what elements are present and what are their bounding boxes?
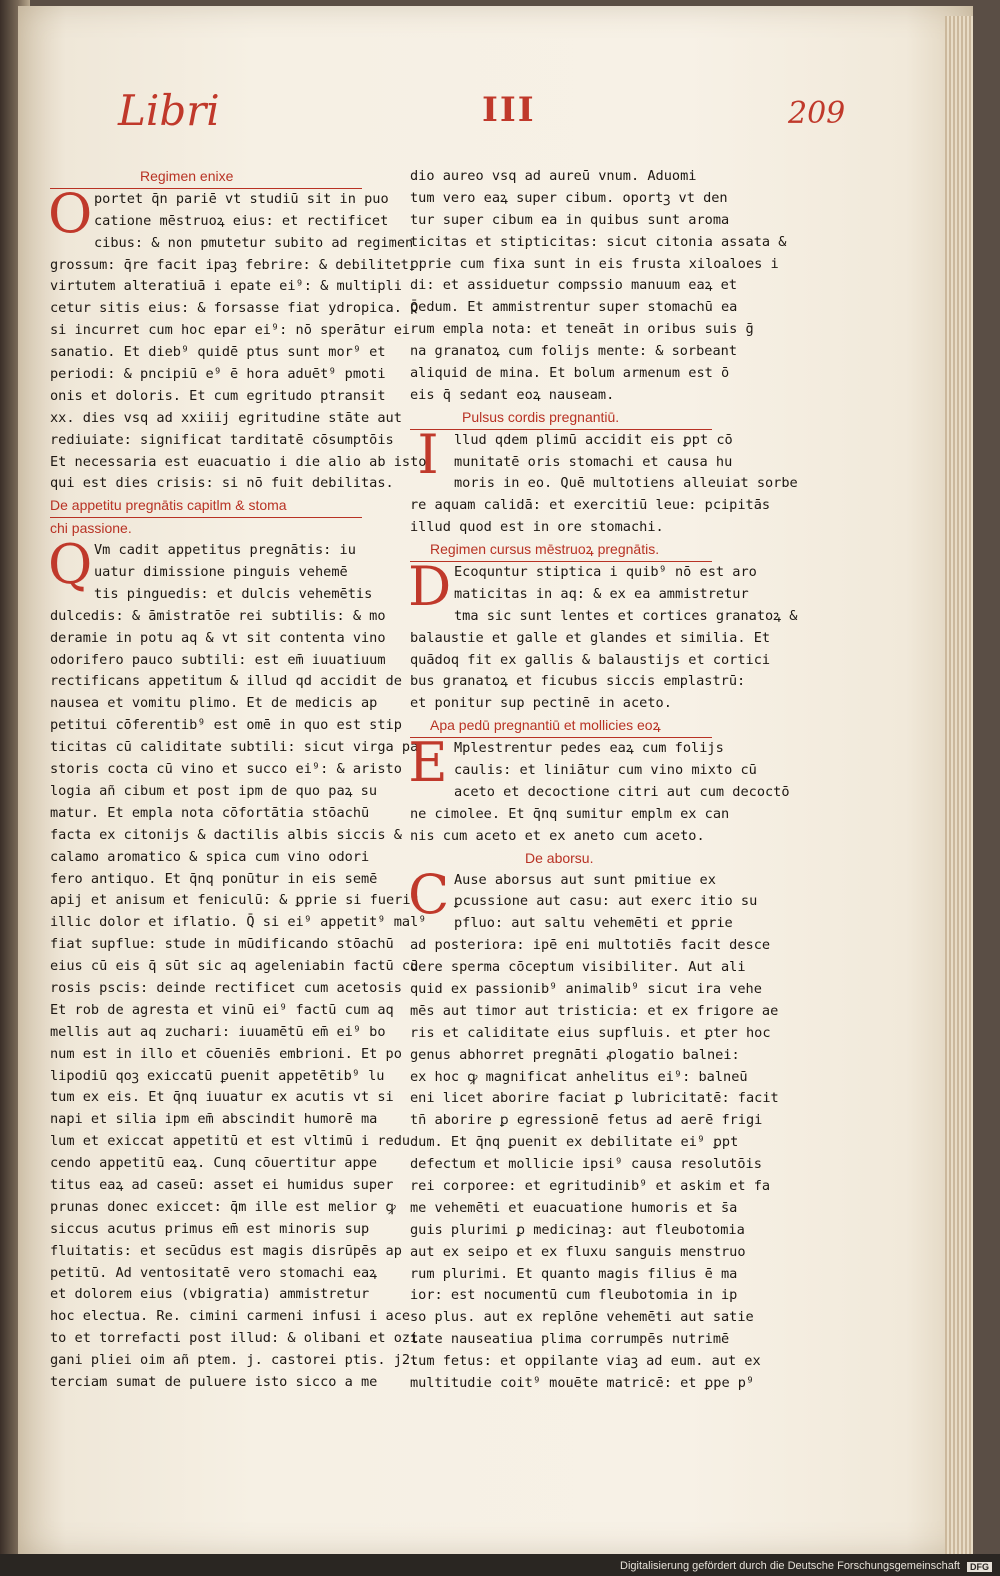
paragraph-1-line: virtutem alteratiuā i epate ei⁹: & multipli [50, 278, 402, 295]
paragraph-6-line: mēs aut timor aut tristicia: et ex frigore ae [410, 1002, 779, 1019]
paragraph-2-line: siccus acutus primus em̄ est minoris sup [50, 1220, 370, 1237]
paragraph-1-line: si incurret cum hoc epar ei⁹: nō sperātur ei [50, 322, 411, 339]
paragraph-6-line: ior: est nocumentū cum fleubotomia in ip [410, 1287, 738, 1304]
paragraph-2-line: titus eaꝝ ad caseū: asset ei humidus super [50, 1176, 394, 1193]
paragraph-2-line: ticitas cū caliditate subtili: sicut virga pa [50, 739, 419, 756]
paragraph-2-line: petitū. Ad ventositatē vero stomachi eaꝝ [50, 1264, 378, 1281]
paragraph-continuation-line: eis q̄ sedant eoꝝ nauseam. [410, 386, 615, 403]
left-column [48, 166, 427, 1394]
paragraph-6-line: tate nauseatiua plima corrumpēs nutrimē [410, 1331, 730, 1348]
paragraph-3-line: illud quod est in ore stomachi. [410, 519, 664, 536]
paragraph-6-line: tn̄ aborire ꝑ egressionē fetus ad aerē frigi [410, 1112, 763, 1129]
paragraph-continuation-line: tur super cibum ea in quibus sunt aroma [410, 211, 730, 228]
paragraph-6-line: defectum et mollicie ipsi⁹ causa resolutōis [410, 1156, 762, 1173]
paragraph-2-line: Vm cadit appetitus pregnātis: iu [94, 542, 356, 559]
paragraph-6 [408, 862, 779, 1395]
digitization-footer [0, 1554, 1000, 1576]
paragraph-continuation-line: pedum. Et ammistrentur super stomachū ea [410, 299, 738, 316]
paragraph-4 [408, 555, 798, 715]
rubric-de-aborsu: De aborsu. [525, 849, 594, 866]
paragraph-continuation-line: ticitas et stipticitas: sicut citonia assata & [410, 233, 787, 250]
paragraph-2-line: odorifero pauco subtili: est em̄ iuuatiuum [50, 651, 386, 668]
paragraph-2-line: lum et exiccat appetitū et est vltimū i redu [50, 1133, 411, 1150]
paragraph-2-line: fero antiquo. Et q̄nq ponūtur in eis semē [50, 870, 378, 887]
paragraph-1-line: cibus: & non pmutetur subito ad regimen [94, 234, 414, 251]
paragraph-2-line: prunas donec exiccet: q̄m ille est melior ꝙ [50, 1198, 396, 1215]
paragraph-4-line: balaustie et galle et glandes et similia. Et [410, 629, 771, 646]
paragraph-5-line: ne cimolee. Et q̄nq sumitur emplm ex can [410, 805, 730, 822]
initial-letter-c: C [408, 862, 450, 926]
paragraph-continuation-line: tum vero eaꝝ super cibum. oportꝫ vt den [410, 189, 728, 206]
paragraph-2-line: logia añ cibum et post ipm de quo paꝝ su [50, 782, 378, 799]
paragraph-4-line: quādoq fit ex gallis & balaustijs et cortici [410, 651, 771, 668]
paragraph-continuation-line: rum empla nota: et teneāt in oribus suis ḡ [410, 321, 754, 338]
paragraph-2-line: terciam sumat de puluere isto sicco a me [50, 1373, 378, 1390]
initial-letter-o: O [48, 181, 93, 245]
paragraph-5-line: caulis: et liniātur cum vino mixto cū [454, 762, 757, 779]
paragraph-2-line: tis pinguedis: et dulcis vehemētis [94, 585, 373, 602]
paragraph-6-line: ꝑcussione aut casu: aut exerc itio su [454, 893, 758, 910]
paragraph-2-line: facta ex citonijs & dactilis albis siccis & [50, 826, 402, 843]
paragraph-6-line: rum plurimi. Et quanto magis filius ē ma [410, 1265, 738, 1282]
paragraph-1-line: portet q̄n pariē vt studiū sit in puo [94, 190, 389, 207]
folio-number: 209 [788, 96, 846, 131]
paragraph-1-line: qui est dies crisis: si nō fuit debilitas. [50, 475, 394, 492]
paragraph-6-line: dere sperma cōceptum visibiliter. Aut ali [410, 959, 746, 976]
paragraph-6-line: tum fetus: et oppilante viaꝫ ad eum. aut ex [410, 1353, 761, 1370]
paragraph-3-line: moris in eo. Quē multotiens alleuiat sorbe [454, 475, 798, 492]
paragraph-6-line: eni licet aborire faciat ꝑ lubricitatē: facit [410, 1090, 779, 1107]
paragraph-4-line: tma sic sunt lentes et cortices granatoꝝ & [454, 607, 798, 624]
paragraph-3-line: munitatē oris stomachi et causa hu [454, 453, 733, 470]
paragraph-6-line: quid ex passionib⁹ animalib⁹ sicut ira vehe [410, 980, 762, 997]
paragraph-2-line: napi et silia ipm em̄ abscindit humorē ma [50, 1111, 378, 1128]
initial-letter-q: Q [48, 533, 93, 597]
paragraph-6-line: aut ex seipo et ex fluxu sanguis menstruo [410, 1243, 746, 1260]
paragraph-2-line: lipodiū qoꝫ exiccatū ꝑuenit appetētib⁹ lu [50, 1067, 385, 1084]
paragraph-2-line: tum ex eis. Et q̄nq iuuatur ex acutis vt si [50, 1089, 394, 1106]
paragraph-2-line: hoc electua. Re. cimini carmeni infusi i ace [50, 1308, 411, 1325]
paragraph-4-line: et ponitur sup pectinē in aceto. [410, 695, 672, 712]
paragraph-2-line: num est in illo et cōueniēs embrioni. Et po [50, 1045, 402, 1062]
rubric-regimen-enixe: Regimen enixe [50, 166, 362, 189]
paragraph-6-line: guis plurimi ꝑ medicinaꝫ: aut fleubotomia [410, 1221, 745, 1238]
paragraph-1-line: xx. dies vsq ad xxiiij egritudine stāte aut [50, 409, 402, 426]
paragraph-2-line: matur. Et empla nota cōfortātia stōachū [50, 804, 370, 821]
dfg-logo: DFG [967, 1562, 992, 1572]
paragraph-6-line: rei corporee: et egritudinib⁹ et askim et fa [410, 1177, 771, 1194]
paragraph-continuation-line: di: et assiduetur compssio manuum eaꝝ et [410, 277, 738, 294]
paragraph-2-line: petitui cōferentib⁹ est omē in quo est stip [50, 717, 402, 734]
paragraph-2-line: mellis aut aq zuchari: iuuamētū em̄ ei⁹ bo [50, 1023, 386, 1040]
paragraph-continuation-line: dio aureo vsq ad aureū vnum. Aduomi [410, 168, 697, 184]
paragraph-3-line: llud qdem plimū accidit eis ꝑpt cō [454, 431, 733, 448]
right-column [408, 166, 798, 1395]
paragraph-3-line: re aquam calidā: et exercitiū leue: pcipitās [410, 497, 771, 514]
paragraph-6-line: so plus. aut ex replōne vehemēti aut satie [410, 1309, 754, 1326]
paragraph-5 [408, 731, 790, 847]
paragraph-1-line: sanatio. Et dieb⁹ quidē ptus sunt mor⁹ et [50, 344, 386, 361]
running-head-left: Libri [118, 86, 220, 135]
paragraph-2 [48, 533, 427, 1394]
paragraph-1-line: rediuiate: significat tarditatē cōsumptōis [50, 431, 394, 448]
paragraph-1-line: onis et doloris. Et cum egritudo ptransit [50, 387, 386, 404]
paragraph-1-line: grossum: q̄re facit ipaꝫ febrire: & debilitet [50, 256, 409, 273]
paragraph-1-line: cetur sitis eius: & forsasse fiat ydropica. Q̄ [50, 300, 419, 317]
paragraph-3 [410, 422, 798, 539]
paragraph-6-line: Ause aborsus aut sunt pmitiue ex [454, 871, 716, 888]
paragraph-2-line: rosis pscis: deinde rectificet cum acetosis [50, 979, 402, 996]
paragraph-6-line: pfluo: aut saltu vehemēti et ꝑprie [454, 915, 733, 932]
paragraph-2-line: storis cocta cū vino et succo ei⁹: & aristo [50, 761, 402, 778]
paragraph-4-line: bus granatoꝝ et ficubus siccis emplastrū: [410, 673, 746, 690]
paragraph-2-line: Et rob de agresta et vinū ei⁹ factū cum aq [50, 1001, 394, 1018]
paragraph-6-line: multitudie coit⁹ mouēte matricē: et ꝑpe p⁹ [410, 1374, 755, 1391]
page-edges [945, 16, 973, 1556]
paragraph-2-line: nausea et vomitu plimo. Et de medicis ap [50, 695, 378, 712]
paragraph-5-line: aceto et decoctione citri aut cum decoctō [454, 783, 790, 800]
rubric-cura-pedum: Apa pedū pregnantiū et mollicies eoꝝ [410, 715, 712, 738]
paragraph-2-line: apij et anisum et feniculū: & ꝑprie si fuerit [50, 892, 419, 909]
paragraph-2-line: gani pliei oim añ ptem. j. castorei ptis. j2. [50, 1352, 419, 1369]
paragraph-2-line: rectificans appetitum & illud qd accidit de [50, 673, 402, 690]
paragraph-4-line: Ecoquntur stiptica i quib⁹ nō est aro [454, 564, 757, 581]
paragraph-continuation-line: ꝑprie cum fixa sunt in eis frusta xiloaloes i [410, 255, 779, 272]
paragraph-2-line: fiat supflue: stude in mūdificando stōachū [50, 936, 394, 953]
paragraph-continuation-line: aliquid de mina. Et bolum armenum est ō [410, 365, 730, 382]
initial-letter-i: I [417, 422, 439, 486]
paragraph-2-line: et dolorem eius (vbigratia) ammistretur [50, 1286, 370, 1303]
paragraph-2-line: fluitatis: et secūdus est magis disrūpēs ap [50, 1242, 402, 1259]
paragraph-6-line: ex hoc ꝙ magnificat anhelitus ei⁹: balneū [410, 1068, 748, 1085]
paragraph-2-line: eius cū eis q̄ sūt sic aq ageleniabin factū cū [50, 958, 419, 975]
paragraph-4-line: maticitas in aq: & ex ea ammistretur [454, 585, 749, 602]
paragraph-6-line: genus abhorret pregnāti ꝓlogatio balnei: [410, 1046, 740, 1063]
rubric-appetitu-line2: chi passione. [50, 520, 132, 537]
paragraph-continuation-line: na granatoꝝ cum folijs mente: & sorbeant [410, 343, 738, 360]
paragraph-6-line: ad posteriora: ipē eni multotiēs facit desce [410, 937, 771, 954]
paragraph-5-line: nis cum aceto et ex aneto cum aceto. [410, 827, 705, 844]
rubric-pulsus: Pulsus cordis pregnantiū. [410, 407, 712, 430]
paragraph-2-line: to et torrefacti post illud: & olibani et ozi [50, 1330, 419, 1347]
rubric-regimen-cursus: Regimen cursus mēstruoꝝ pregnātis. [410, 539, 712, 562]
paragraph-1 [48, 181, 427, 495]
paragraph-2-line: uatur dimissione pinguis vehemē [94, 564, 348, 581]
paragraph-6-line: dum. Et q̄nq ꝑuenit ex debilitate ei⁹ ꝑpt [410, 1134, 739, 1151]
paragraph-5-line: Mplestrentur pedes eaꝝ cum folijs [454, 740, 724, 757]
paragraph-continuation [410, 166, 787, 407]
paragraph-6-line: me vehemēti et euacuatione humoris et s̄a [410, 1199, 738, 1216]
paragraph-2-line: dulcedis: & āmistratōe rei subtilis: & mo [50, 607, 386, 624]
paragraph-2-line: calamo aromatico & spica cum vino odori [50, 848, 370, 865]
paragraph-1-line: catione mēstruoꝝ eius: et rectificet [94, 212, 389, 229]
paragraph-1-line: Et necessaria est euacuatio i die alio ab isto [50, 453, 427, 470]
initial-letter-e: E [408, 731, 448, 795]
paragraph-2-line: cendo appetitū eaꝝ. Cunq cōuertitur appe [50, 1155, 378, 1172]
running-head-center: III [482, 90, 536, 130]
paragraph-2-line: illic dolor et iflatio. Q̄ si ei⁹ appetit⁹ mal⁹ [50, 914, 427, 931]
paragraph-1-line: periodi: & pncipiū e⁹ ē hora aduēt⁹ pmoti [50, 366, 386, 383]
paragraph-6-line: ris et caliditate eius supfluis. et ꝑter hoc [410, 1024, 771, 1041]
rubric-appetitu-line1: De appetitu pregnātis capitlm & stoma [50, 495, 362, 518]
funding-credit: Digitalisierung gefördert durch die Deutsche Forschungsgemeinschaft [620, 1560, 960, 1572]
initial-letter-d: D [408, 555, 452, 619]
paragraph-2-line: deramie in potu aq & vt sit contenta vino [50, 629, 386, 646]
